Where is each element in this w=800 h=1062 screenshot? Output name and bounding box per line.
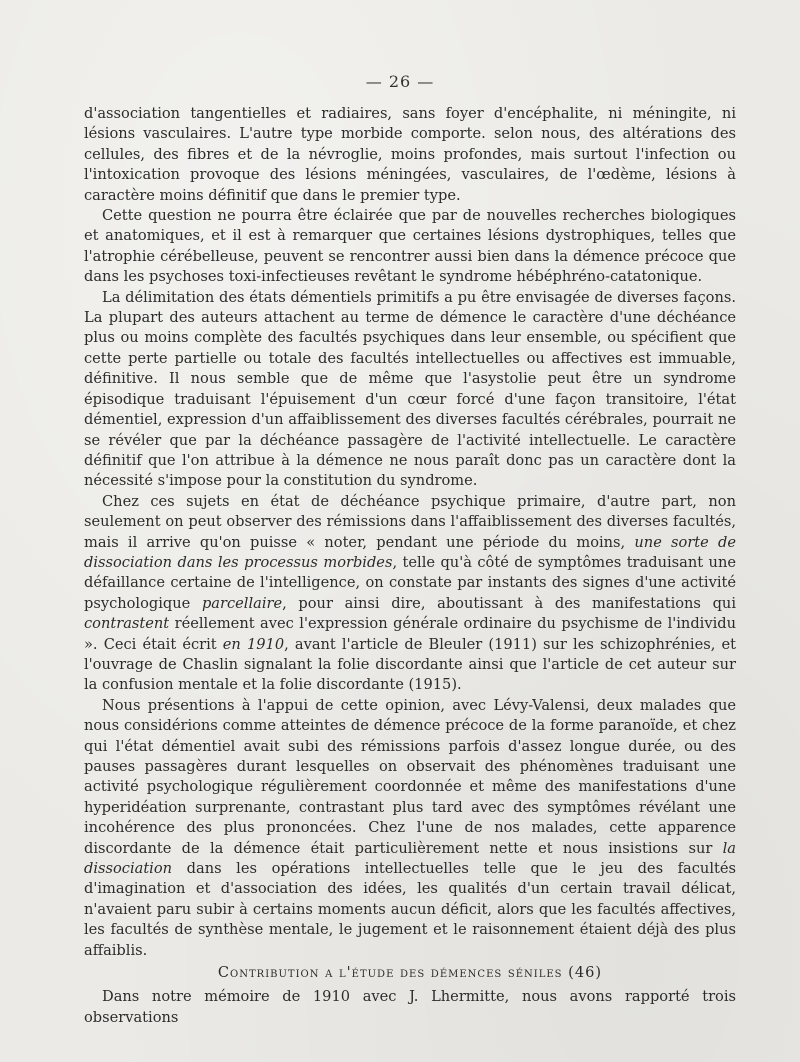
text-span: , pour ainsi dire, aboutissant à des manifestations qui [282,594,736,612]
italic-text: parcellaire [201,594,283,612]
paragraph [84,104,736,206]
paragraph [84,696,736,961]
text-span: , telle qu'à côté de symptômes traduisant une défaillance certaine de l'intelligence, on constate par instants des signes d'une activité psychologique [84,553,736,612]
paragraph [84,288,736,492]
text-span: Chez ces sujets en état de déchéance psychique primaire, d'autre part, non seulement on peut observer des rémissions dans l'affaiblissement des diverses facultés, mais il arrive qu'on puisse « noter, pendant une période du moins, [84,492,736,551]
paragraph [84,206,736,288]
text-span: réellement avec l'expression générale ordinaire du psychisme de l'individu ». Ceci était écrit [84,615,736,653]
text-span: dans les opérations intellectuelles telle que le jeu des facultés d'imagination et d'association des idées, les qualités d'un certain travail délicat, n'avaient paru subir à certains moments aucun déficit, alors que les facultés affectives, les facultés de synthèse mentale, le jugement et le raisonnement étaient déjà des plus affaiblis. [84,860,736,959]
text-span: Nous présentions à l'appui de cette opinion, avec Lévy-Valensi, deux malades que nous considérions comme atteintes de démence précoce de la forme paranoïde, et chez qui l'état démentiel avait subi des rémissions parfois d'assez longue durée, ou des pauses passagères durant lesquelles on observait des phénomènes traduisant une activité psychologique régulièrement coordonnée et même des manifestations d'une hyperidéation surprenante, contrastant plus tard avec des symptômes révélant une incohérence des plus prononcées. Chez l'une de nos malades, cette apparence discordante de la démence était particulièrement nette et nous insistions sur [84,696,736,857]
body-text [84,104,736,1028]
italic-text: une sorte de dissociation dans les processus morbides [84,533,736,571]
italic-text: la dissociation [84,839,736,878]
final-paragraph: Dans notre mémoire de 1910 avec J. Lhermitte, nous avons rapporté trois observations [84,988,736,1026]
paragraph-container [84,104,736,961]
text-span: La délimitation des états démentiels primitifs a pu être envisagée de diverses façons. La plupart des auteurs attachent au terme de démence le caractère d'une déchéance plus ou moins complète des facultés psychiques dans leur ensemble, ou spécifient que cette perte partielle ou totale des facultés intellectuelles ou affectives est immuable, définitive. Il nous semble que de même que l'asystolie peut être un syndrome épisodique traduisant l'épuisement d'un cœur forcé d'une façon transitoire, l'état démentiel, expression d'un affaiblissement des diverses facultés cérébrales, pourrait ne se révéler que par la déchéance passagère de l'activité intellectuelle. Le caractère définitif que l'on attribue à la démence ne nous paraît donc pas un caractère dont la nécessité s'impose pour la constitution du syndrome. [84,288,736,490]
text-span: d'association tangentielles et radiaires, sans foyer d'encéphalite, ni méningite, ni lésions vasculaires. L'autre type morbide comporte. selon nous, des altérations des cellules, des fibres et de la névroglie, moins profondes, mais surtout l'infection ou l'intoxication provoque des lésions méningées, vasculaires, de l'œdème, lésions à caractère moins définitif que dans le premier type. [84,105,736,204]
italic-text: contrastent [84,615,170,633]
italic-text: en 1910 [222,635,285,653]
text-span: , avant l'article de Bleuler (1911) sur les schizophrénies, et l'ouvrage de Chaslin signalant la folie discordante ainsi que l'article de cet auteur sur la confusion mentale et la folie discordante (1915). [84,635,736,694]
paragraph [84,492,736,696]
text-span: Cette question ne pourra être éclairée que par de nouvelles recherches biologiques et anatomiques, et il est à remarquer que certaines lésions dystrophiques, telles que l'atrophie cérébelleuse, peuvent se rencontrer aussi bien dans la démence précoce que dans les psychoses toxi-infectieuses revêtant le syndrome hébéphréno-catatonique. [84,207,736,286]
section-heading: Contribution a l'étude des démences séniles (46) [217,964,603,982]
page-number: — 26 — [365,72,435,91]
